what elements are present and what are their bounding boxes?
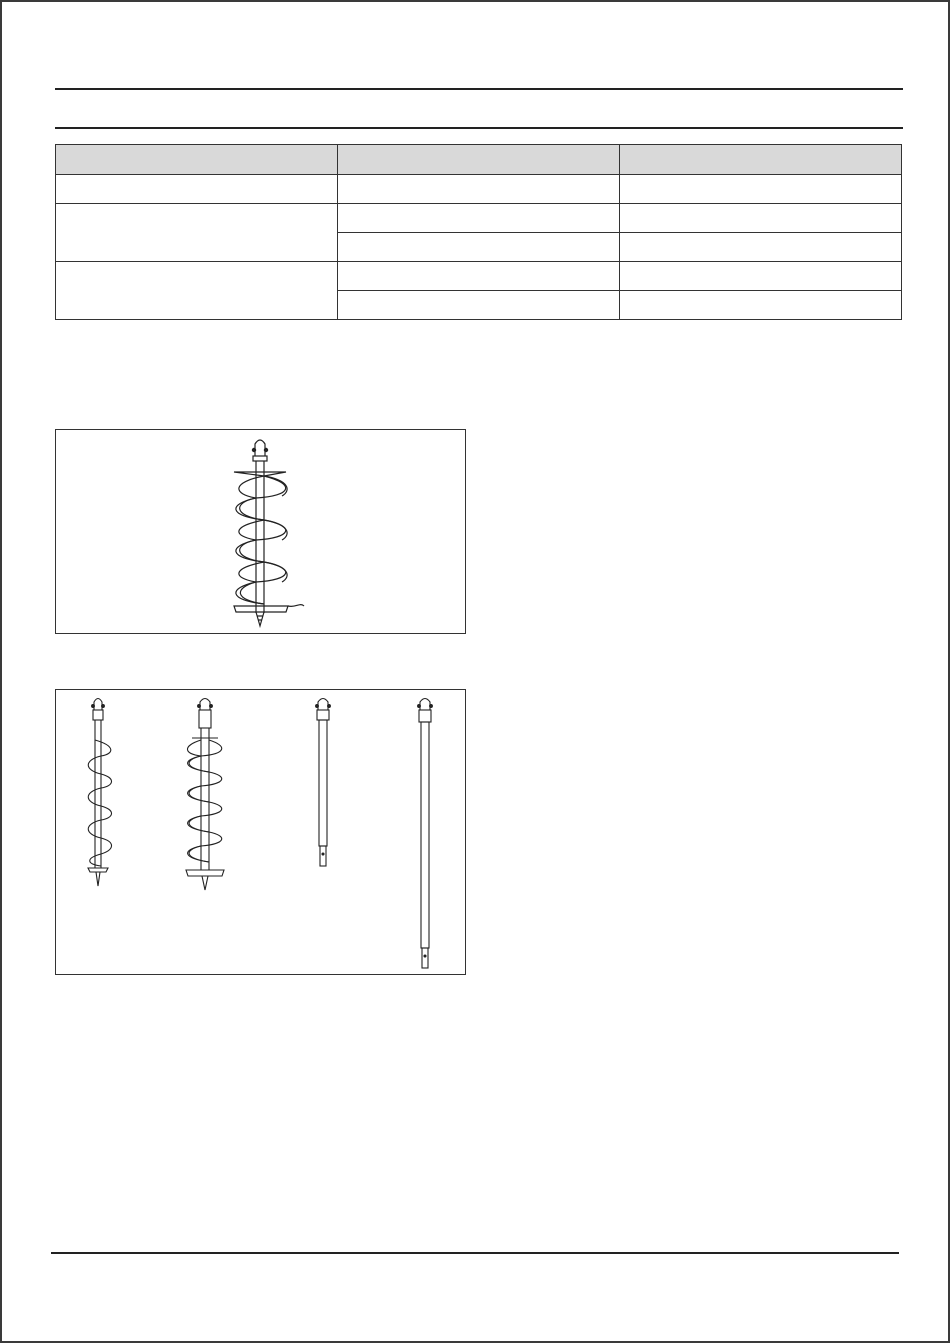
long-extension-rod-icon [418, 699, 433, 969]
table-header-cell [338, 145, 620, 175]
header-rule-bottom [55, 127, 903, 129]
table-group-cell [56, 204, 338, 262]
table-row [56, 262, 902, 291]
table-cell [338, 175, 620, 204]
table-row [56, 204, 902, 233]
table-group-cell [56, 262, 338, 320]
spec-table [55, 144, 902, 320]
table-cell [56, 175, 338, 204]
table-cell [338, 204, 620, 233]
header-rule-top [55, 88, 903, 90]
small-auger-bit-icon [88, 699, 112, 887]
table-header-cell [56, 145, 338, 175]
table-cell [338, 262, 620, 291]
table-cell [338, 291, 620, 320]
table-row [56, 175, 902, 204]
table-cell [620, 204, 902, 233]
medium-auger-bit-icon [186, 699, 224, 891]
table-header-cell [620, 145, 902, 175]
table-cell [620, 175, 902, 204]
figure-auger-and-extension-set [55, 689, 466, 975]
footer-rule [51, 1252, 899, 1254]
figure-single-auger-bit [55, 429, 466, 634]
short-extension-rod-icon [316, 699, 331, 867]
table-cell [620, 233, 902, 262]
table-cell [620, 262, 902, 291]
auger-bit-icon [56, 430, 465, 633]
table-header-row [56, 145, 902, 175]
table-cell [338, 233, 620, 262]
table-cell [620, 291, 902, 320]
